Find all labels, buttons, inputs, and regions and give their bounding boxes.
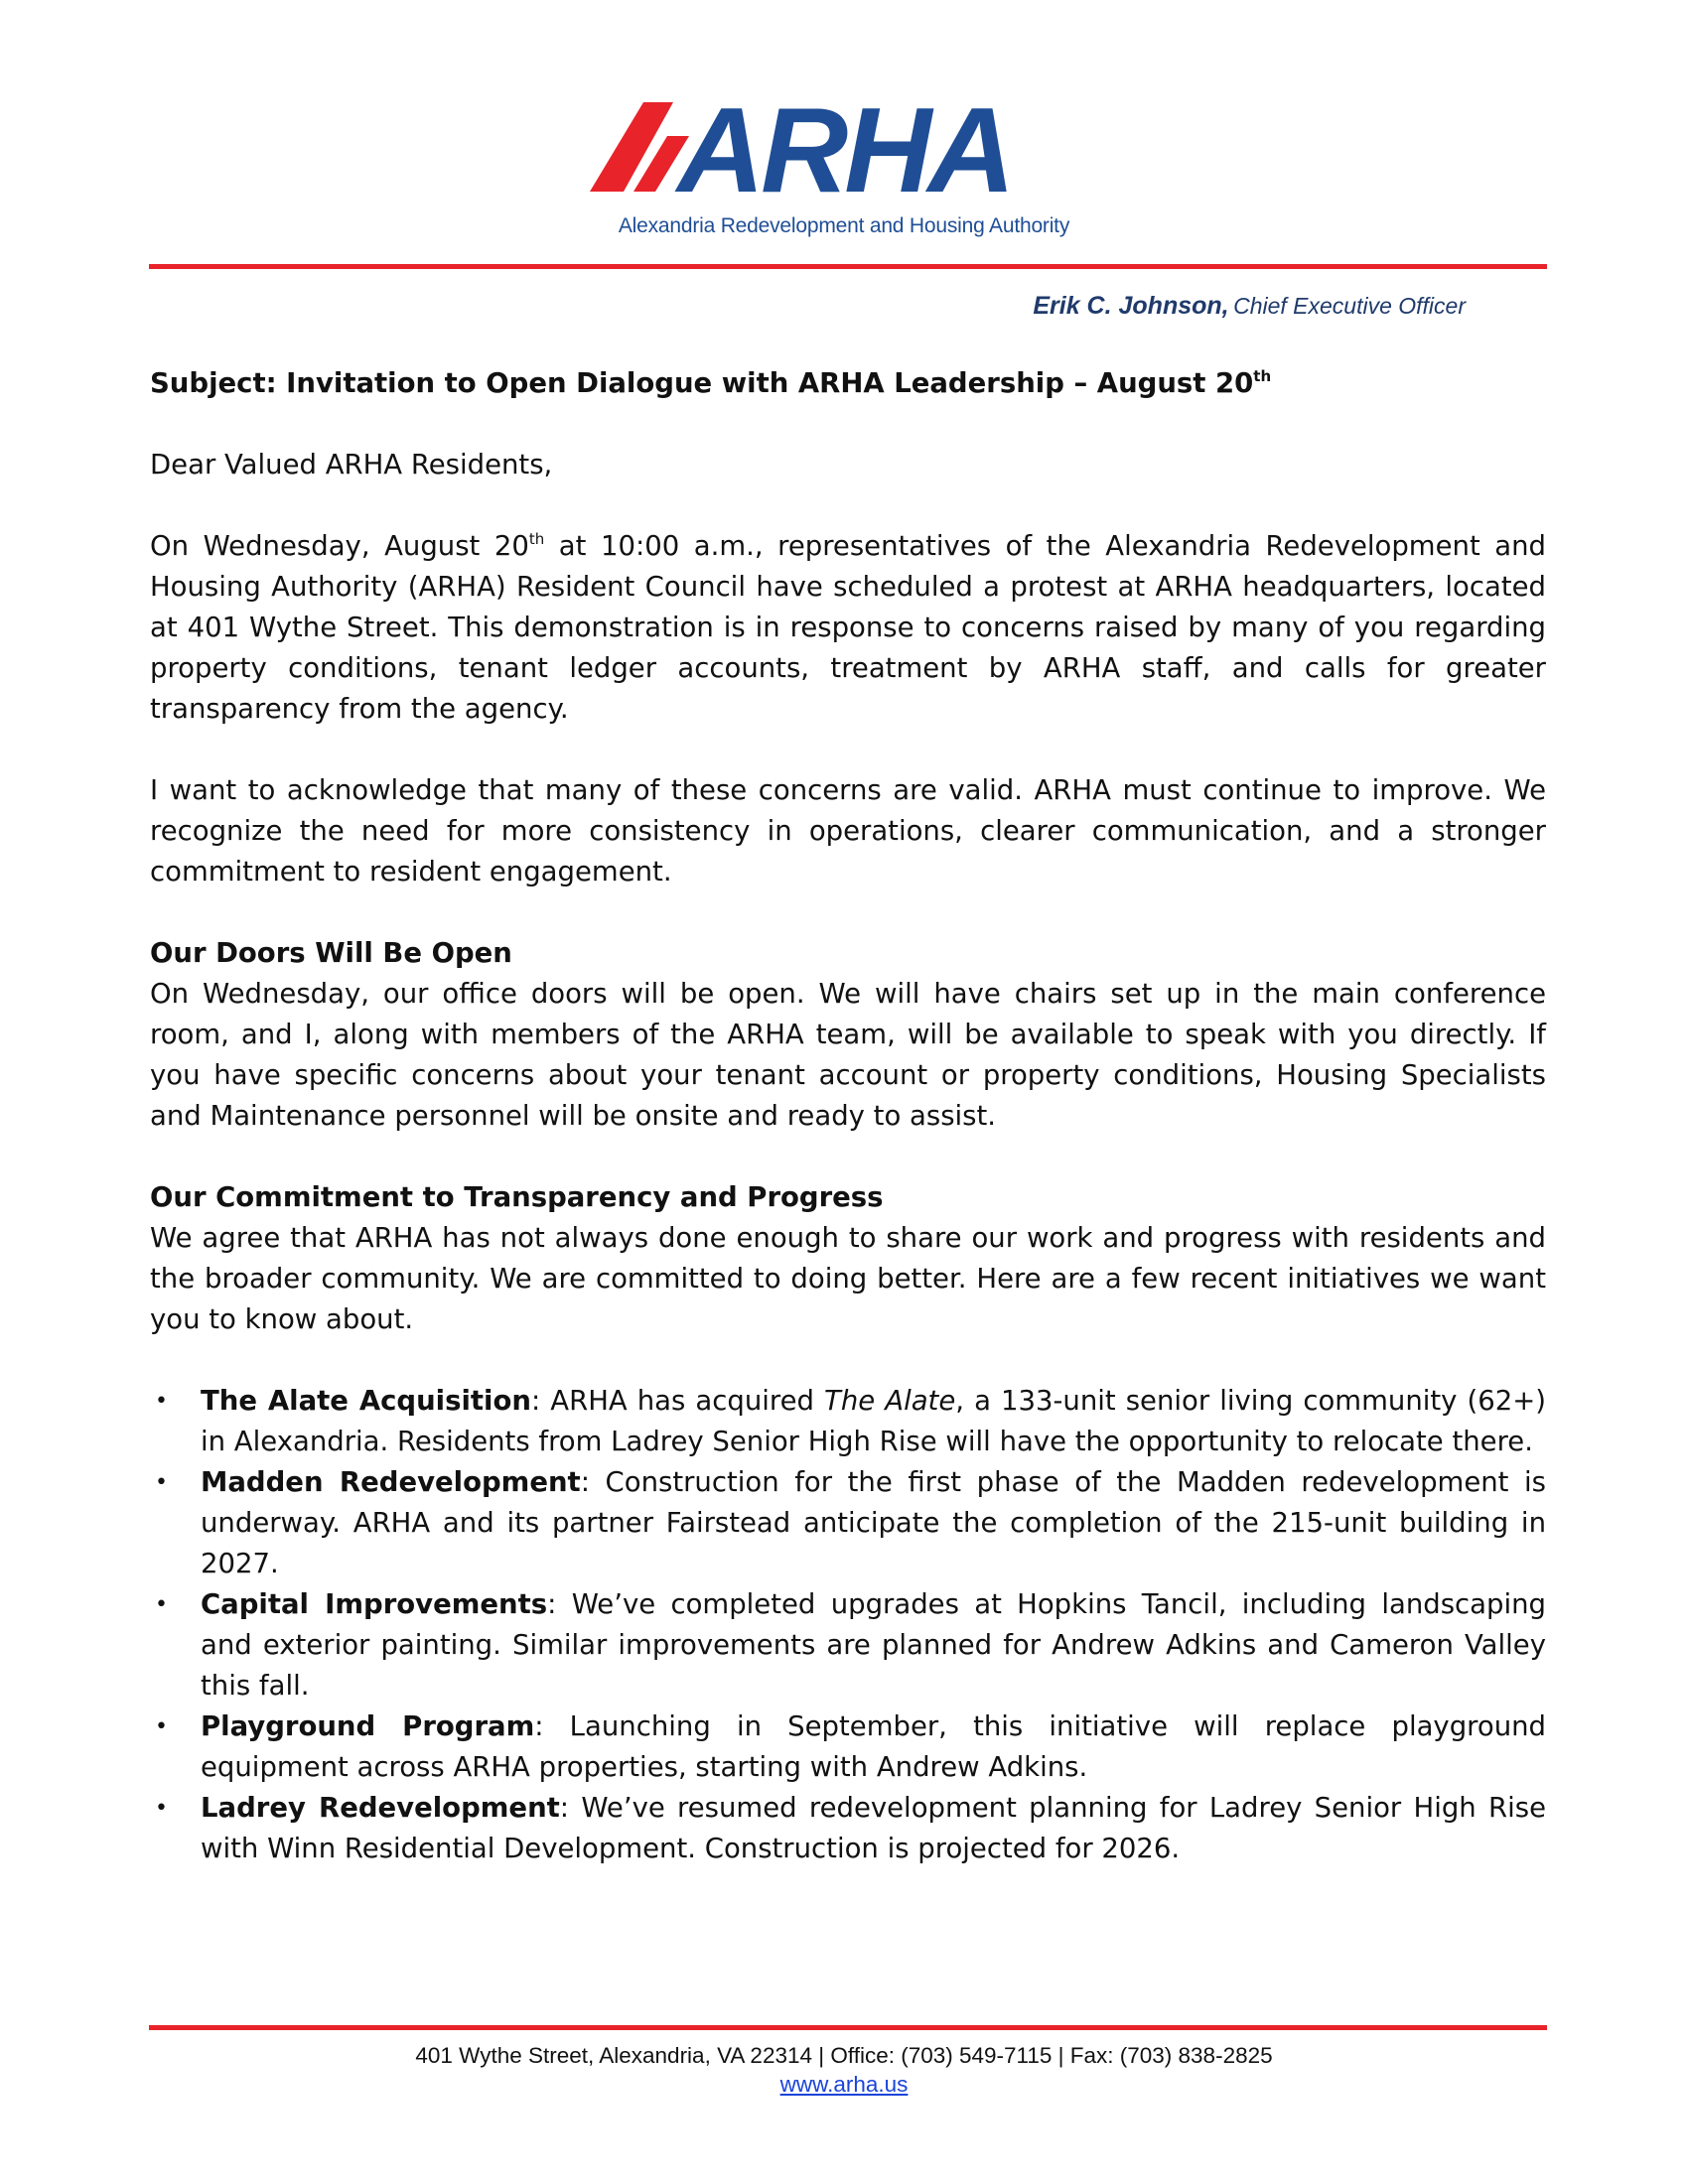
- signatory-title: Chief Executive Officer: [1233, 293, 1466, 319]
- section-heading-transparency: Our Commitment to Transparency and Progress: [150, 1181, 884, 1213]
- paragraph-protest-start: On Wednesday, August 20: [150, 530, 529, 562]
- org-name: Alexandria Redevelopment and Housing Authority: [618, 214, 1070, 237]
- bullet-icon: •: [155, 1714, 168, 1739]
- initiative-text: : We’ve completed upgrades at Hopkins Tancil, including landscaping and exterior painting. Similar improvements are planned for Andrew Adkins and Cameron Valley this fall.: [201, 1588, 1546, 1702]
- initiatives-list: [150, 1381, 1546, 1869]
- bullet-icon: •: [155, 1592, 168, 1617]
- initiative-title: Playground Program: [201, 1710, 535, 1742]
- subject-superscript: th: [1253, 367, 1272, 385]
- subject-line: [150, 363, 1546, 404]
- section-heading-doors-open: Our Doors Will Be Open: [150, 937, 512, 969]
- paragraph-protest-rest: at 10:00 a.m., representatives of the Alexandria Redevelopment and Housing Authority (ARHA) Resident Council have scheduled a protest at ARHA headquarters, located at 401 Wythe Street. This demonstration is in response to concerns raised by many of you regarding property conditions, tenant ledger accounts, treatment by ARHA staff, and calls for greater transparency from the agency.: [150, 530, 1546, 725]
- list-item: [150, 1788, 1546, 1869]
- initiative-text: : Launching in September, this initiative will replace playground equipment across ARHA properties, starting with Andrew Adkins.: [201, 1710, 1547, 1783]
- footer: [0, 2041, 1688, 2099]
- initiative-title: The Alate Acquisition: [201, 1385, 531, 1417]
- arha-logo: [586, 94, 1102, 243]
- initiative-title: Capital Improvements: [201, 1588, 548, 1620]
- letter-body: [150, 363, 1546, 1869]
- signatory-name: Erik C. Johnson,: [1033, 292, 1229, 320]
- paragraph-protest: [150, 526, 1546, 730]
- paragraph-protest-superscript: th: [528, 530, 545, 548]
- list-item: [150, 1462, 1546, 1584]
- logo-wordmark: ARHA: [677, 94, 1012, 213]
- list-item: [150, 1706, 1546, 1788]
- bullet-icon: •: [155, 1389, 168, 1414]
- initiative-title: Ladrey Redevelopment: [201, 1792, 560, 1824]
- bullet-icon: •: [155, 1470, 168, 1495]
- footer-divider: [149, 2025, 1547, 2030]
- initiative-text: : Construction for the first phase of the Madden redevelopment is underway. ARHA and its partner Fairstead anticipate the completion of the 215-unit building in 2027.: [201, 1466, 1546, 1579]
- initiative-text: : ARHA has acquired: [530, 1385, 825, 1417]
- footer-contact-line: 401 Wythe Street, Alexandria, VA 22314 | Office: (703) 549-7115 | Fax: (703) 838-2825: [415, 2043, 1273, 2068]
- header-divider: [149, 264, 1547, 269]
- list-item: [150, 1584, 1546, 1706]
- website-link[interactable]: www.arha.us: [779, 2072, 909, 2097]
- arha-logo-mark: [586, 94, 1102, 213]
- initiative-text-rest: , a 133-unit senior living community (62+) in Alexandria. Residents from Ladrey Senior High Rise will have the opportunity to relocate there.: [201, 1385, 1546, 1457]
- section-body-transparency: We agree that ARHA has not always done enough to share our work and progress with residents and the broader community. We are committed to doing better. Here are a few recent initiatives we want you to know about.: [150, 1222, 1546, 1335]
- paragraph-acknowledge: I want to acknowledge that many of these concerns are valid. ARHA must continue to improve. We recognize the need for more consistency in operations, clearer communication, and a stronger commitment to resident engagement.: [150, 774, 1546, 887]
- initiative-title: Madden Redevelopment: [201, 1466, 581, 1498]
- initiative-emphasis: The Alate: [824, 1385, 956, 1417]
- bullet-icon: •: [155, 1796, 168, 1821]
- subject-text: Subject: Invitation to Open Dialogue with ARHA Leadership – August 20: [150, 367, 1254, 399]
- initiative-text: : We’ve resumed redevelopment planning for Ladrey Senior High Rise with Winn Residential Development. Construction is projected for 2026.: [201, 1792, 1546, 1864]
- signatory: [1033, 292, 1466, 321]
- list-item: [150, 1381, 1546, 1462]
- section-body-doors-open: On Wednesday, our office doors will be open. We will have chairs set up in the main conference room, and I, along with members of the ARHA team, will be available to speak with you directly. If you have specific concerns about your tenant account or property conditions, Housing Specialists and Maintenance personnel will be onsite and ready to assist.: [150, 978, 1546, 1132]
- salutation: Dear Valued ARHA Residents,: [150, 449, 553, 480]
